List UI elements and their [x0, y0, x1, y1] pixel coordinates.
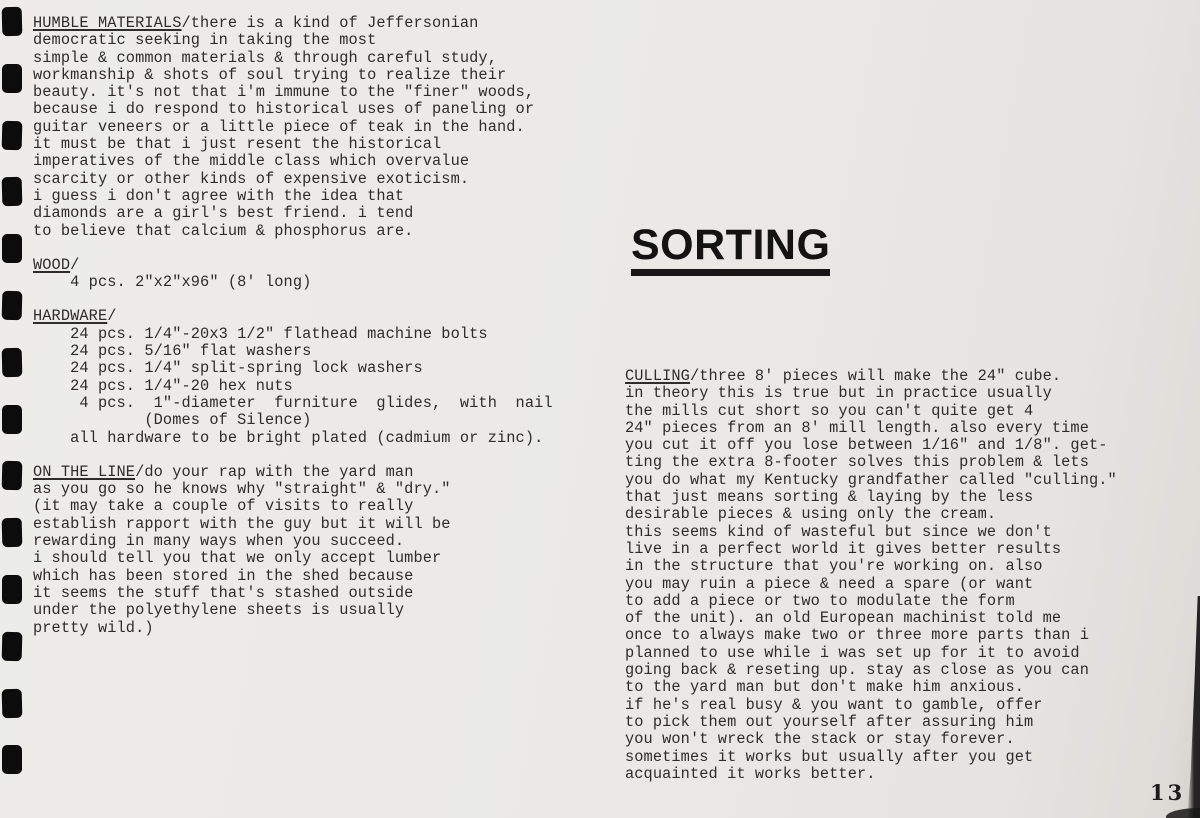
binding-hole — [2, 64, 22, 93]
binding-hole — [2, 745, 22, 774]
section-title: HUMBLE MATERIALS — [33, 14, 182, 32]
text-line: democratic seeking in taking the most — [33, 31, 377, 50]
text-line: acquainted it works better. — [625, 764, 876, 783]
binding-hole — [2, 632, 23, 662]
text-line: to believe that calcium & phosphorus are. — [33, 221, 414, 240]
page-number: 13 — [1150, 780, 1186, 805]
text-line: once to always make two or three more parts than i — [625, 626, 1089, 645]
text-line: under the polyethylene sheets is usually — [33, 601, 405, 620]
text-line: sometimes it works but usually after you get — [625, 747, 1034, 766]
binding-hole — [2, 405, 22, 434]
sorting-heading-text: SORTING — [631, 221, 831, 269]
text-line: beauty. it's not that i'm immune to the "finer" woods, — [33, 83, 535, 102]
binding-hole — [2, 234, 22, 263]
text-section — [33, 257, 593, 292]
text-line: rewarding in many ways when you succeed. — [33, 532, 405, 551]
text-line: pretty wild.) — [33, 618, 154, 637]
text-line: (it may take a couple of visits to really — [33, 497, 414, 516]
binding-hole — [2, 120, 23, 150]
text-line: to pick them out yourself after assuring him — [625, 712, 1034, 731]
text-line: that just means sorting & laying by the less — [625, 488, 1034, 507]
text-line: 24 pcs. 5/16" flat washers — [33, 342, 312, 361]
text-line: this seems kind of wasteful but since we don't — [625, 522, 1052, 541]
section-separator: / — [689, 367, 700, 385]
sorting-heading-underline — [631, 269, 830, 276]
text-line — [33, 15, 593, 32]
section-separator: / — [135, 462, 145, 481]
text-section — [33, 464, 593, 637]
text-section — [625, 368, 1170, 783]
text-line: it must be that i just resent the historical — [33, 135, 442, 154]
section-intro-text: there is a kind of Jeffersonian — [190, 14, 479, 32]
text-line: in theory this is true but in practice usually — [625, 384, 1052, 403]
text-line: because i do respond to historical uses of paneling or — [33, 100, 535, 119]
binding-hole — [2, 575, 22, 604]
text-line: in the structure that you're working on. also — [625, 557, 1043, 576]
section-title: HARDWARE — [33, 307, 108, 326]
text-line: 4 pcs. 2"x2"x96" (8' long) — [33, 273, 312, 292]
text-line: all hardware to be bright plated (cadmium or zinc). — [33, 428, 544, 447]
text-section — [33, 15, 593, 240]
section-separator: / — [70, 255, 80, 274]
text-line: i should tell you that we only accept lumber — [33, 549, 442, 568]
binding-hole — [2, 348, 23, 378]
text-line: 24 pcs. 1/4"-20x3 1/2" flathead machine bolts — [33, 324, 488, 343]
text-line: guitar veneers or a little piece of teak in the hand. — [33, 117, 525, 136]
text-line: of the unit). an old European machinist told me — [625, 609, 1062, 628]
text-line: i guess i don't agree with the idea that — [33, 186, 405, 205]
binding-hole — [2, 177, 23, 207]
section-separator: / — [107, 307, 117, 326]
text-line — [625, 368, 1170, 385]
text-line: diamonds are a girl's best friend. i tend — [33, 204, 414, 223]
text-line: you may ruin a piece & need a spare (or want — [625, 574, 1034, 593]
text-line: simple & common materials & through careful study, — [33, 48, 497, 67]
text-line: you do what my Kentucky grandfather called "culling." — [625, 470, 1117, 489]
binding-hole — [2, 461, 23, 491]
text-line: to add a piece or two to modulate the form — [625, 591, 1015, 610]
text-section — [33, 308, 593, 446]
text-line: 4 pcs. 1"-diameter furniture glides, with nail — [33, 393, 553, 412]
text-line: 24" pieces from an 8' mill length. also every time — [625, 418, 1089, 437]
text-line: (Domes of Silence) — [33, 411, 312, 430]
section-title: WOOD — [33, 255, 71, 274]
right-column — [625, 368, 1170, 800]
text-line: establish rapport with the guy but it will be — [33, 514, 451, 533]
section-separator: / — [181, 14, 191, 32]
text-line: planned to use while i was set up for it to avoid — [625, 643, 1080, 662]
text-line — [33, 464, 593, 481]
page-edge-shadow — [1187, 596, 1200, 818]
text-line: as you go so he knows why "straight" & "dry." — [33, 480, 451, 499]
text-line: scarcity or other kinds of expensive exoticism. — [33, 169, 470, 188]
text-line — [33, 257, 593, 274]
binding-hole — [2, 518, 23, 548]
text-line: ting the extra 8-footer solves this problem & lets — [625, 453, 1089, 472]
text-line: if he's real busy & you want to gamble, offer — [625, 695, 1043, 714]
text-line: you cut it off you lose between 1/16" and 1/8". get- — [625, 436, 1108, 455]
text-line: 24 pcs. 1/4"-20 hex nuts — [33, 376, 293, 395]
text-line: live in a perfect world it gives better results — [625, 539, 1062, 558]
section-intro-text: do your rap with the yard man — [144, 462, 414, 481]
section-intro-text: three 8' pieces will make the 24" cube. — [699, 367, 1062, 385]
text-line: you won't wreck the stack or stay forever. — [625, 730, 1015, 749]
text-line: the mills cut short so you can't quite get 4 — [625, 401, 1034, 420]
text-line: 24 pcs. 1/4" split-spring lock washers — [33, 359, 423, 378]
sorting-heading — [631, 221, 831, 276]
binding-hole — [2, 688, 23, 718]
text-line — [33, 308, 593, 325]
text-line: which has been stored in the shed because — [33, 566, 414, 585]
text-line: workmanship & shots of soul trying to realize their — [33, 65, 507, 84]
text-line: desirable pieces & using only the cream. — [625, 505, 997, 524]
page-corner-shadow — [1166, 808, 1200, 818]
text-line: it seems the stuff that's stashed outside — [33, 583, 414, 602]
binding-rail — [0, 0, 30, 818]
section-title: CULLING — [625, 367, 690, 385]
section-title: ON THE LINE — [33, 462, 136, 481]
binding-hole — [2, 291, 23, 321]
text-line: to the yard man but don't make him anxious. — [625, 678, 1025, 697]
text-line: imperatives of the middle class which overvalue — [33, 152, 470, 171]
binding-hole — [2, 7, 23, 37]
left-column — [33, 15, 593, 654]
text-line: going back & reseting up. stay as close as you can — [625, 661, 1089, 680]
